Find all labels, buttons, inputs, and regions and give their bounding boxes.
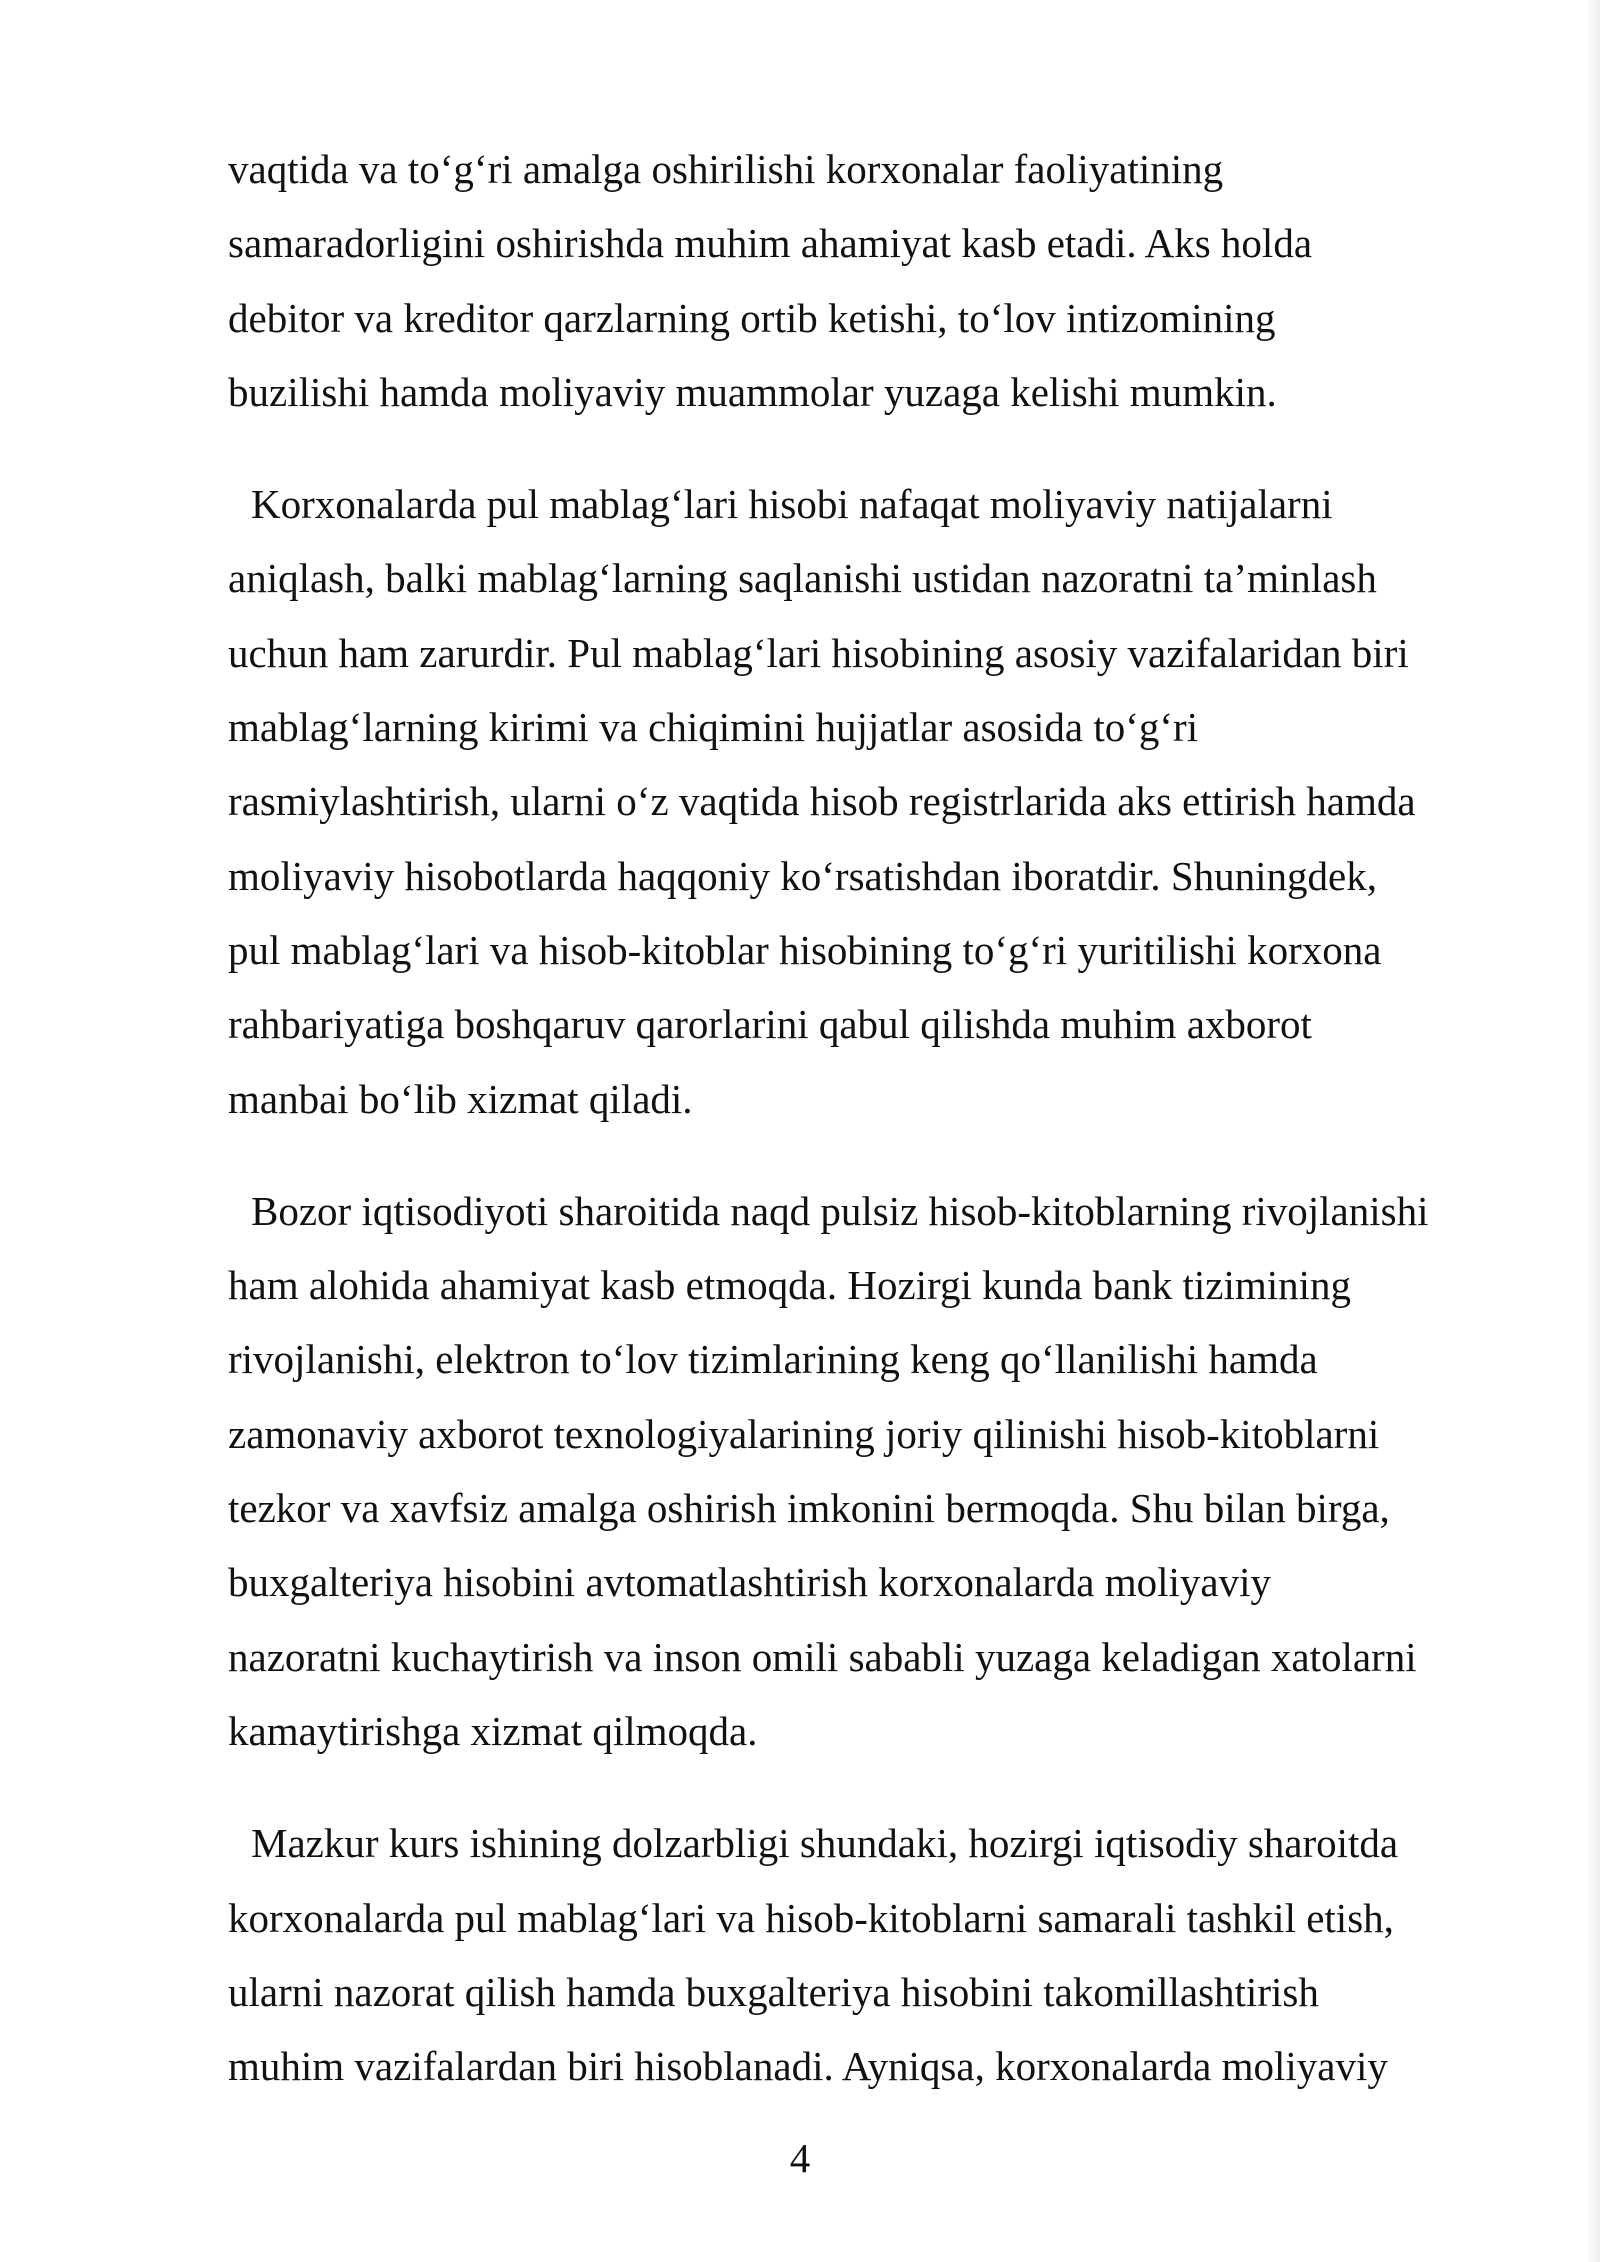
- text-line: buzilishi hamda moliyaviy muammolar yuzaga kelishi mumkin.: [228, 368, 1277, 415]
- paragraph-2: [228, 467, 1518, 1136]
- text-line: nazoratni kuchaytirish va inson omili sababli yuzaga keladigan xatolarni: [228, 1633, 1417, 1680]
- text-line: Korxonalarda pul mablag‘lari hisobi nafaqat moliyaviy natijalarni: [251, 481, 1333, 528]
- text-line: moliyaviy hisobotlarda haqqoniy ko‘rsatishdan iboratdir. Shuningdek,: [228, 852, 1377, 899]
- text-line: korxonalarda pul mablag‘lari va hisob-kitoblarni samarali tashkil etish,: [228, 1894, 1394, 1941]
- text-line: aniqlash, balki mablag‘larning saqlanishi ustidan nazoratni ta’minlash: [228, 555, 1377, 602]
- text-line: tezkor va xavfsiz amalga oshirish imkonini bermoqda. Shu bilan birga,: [228, 1485, 1390, 1532]
- text-line: rasmiylashtirish, ularni o‘z vaqtida hisob registrlarida aks ettirish hamda: [228, 778, 1416, 825]
- text-line: Bozor iqtisodiyoti sharoitida naqd pulsiz hisob-kitoblarning rivojlanishi: [251, 1187, 1429, 1234]
- text-line: pul mablag‘lari va hisob-kitoblar hisobining to‘g‘ri yuritilishi korxona: [228, 926, 1382, 973]
- paragraph-1: [228, 132, 1518, 429]
- text-line: debitor va kreditor qarzlarning ortib ketishi, to‘lov intizomining: [228, 294, 1276, 341]
- page-number: 4: [789, 2135, 811, 2181]
- text-line: vaqtida va to‘g‘ri amalga oshirilishi korxonalar faoliyatining: [228, 146, 1224, 192]
- body-text: [228, 132, 1518, 2141]
- text-line: rivojlanishi, elektron to‘lov tizimlarining keng qo‘llanilishi hamda: [228, 1336, 1318, 1383]
- text-line: samaradorligini oshirishda muhim ahamiyat kasb etadi. Aks holda: [228, 220, 1313, 267]
- text-line: ham alohida ahamiyat kasb etmoqda. Hozirgi kunda bank tizimining: [228, 1262, 1352, 1309]
- text-line: buxgalteriya hisobini avtomatlashtirish korxonalarda moliyaviy: [228, 1559, 1271, 1606]
- text-line: uchun ham zarurdir. Pul mablag‘lari hisobining asosiy vazifalaridan biri: [228, 629, 1409, 676]
- text-line: rahbariyatiga boshqaruv qarorlarini qabul qilishda muhim axborot: [228, 1001, 1312, 1048]
- text-line: zamonaviy axborot texnologiyalarining joriy qilinishi hisob-kitoblarni: [228, 1410, 1380, 1457]
- text-line: manbai bo‘lib xizmat qiladi.: [228, 1075, 693, 1122]
- text-line: muhim vazifalardan biri hisoblanadi. Ayniqsa, korxonalarda moliyaviy: [228, 2043, 1388, 2090]
- paragraph-3: [228, 1174, 1518, 1768]
- text-line: ularni nazorat qilish hamda buxgalteriya hisobini takomillashtirish: [228, 1968, 1319, 2015]
- text-line: mablag‘larning kirimi va chiqimini hujjatlar asosida to‘g‘ri: [228, 704, 1199, 751]
- text-line: kamaytirishga xizmat qilmoqda.: [228, 1707, 758, 1754]
- paragraph-4: [228, 1806, 1518, 2103]
- page-edge-shadow: [1586, 0, 1600, 2262]
- text-line: Mazkur kurs ishining dolzarbligi shundaki, hozirgi iqtisodiy sharoitda: [251, 1820, 1399, 1867]
